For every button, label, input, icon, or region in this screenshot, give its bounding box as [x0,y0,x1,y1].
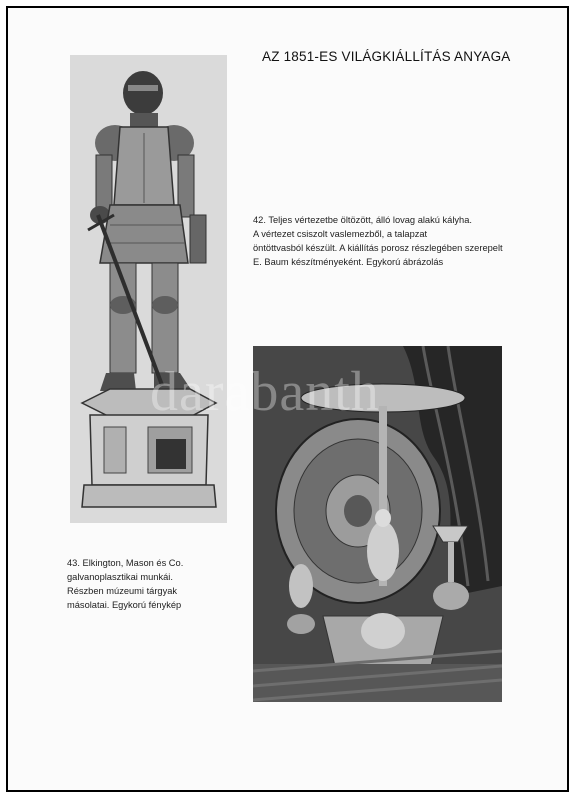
caption-line: Részben múzeumi tárgyak [67,586,178,596]
caption-line: A vértezet csiszolt vaslemezből, a talapzat [253,229,428,239]
caption-line: 43. Elkington, Mason és Co. [67,558,184,568]
figure-42-image [70,55,227,523]
watermark: darabanth [150,361,380,423]
caption-line: galvanoplasztikai munkái. [67,572,173,582]
figure-42-caption [253,213,513,269]
caption-line: 42. Teljes vértezetbe öltözött, álló lovag alakú kályha. [253,215,472,225]
caption-line: másolatai. Egykorú fénykép [67,600,182,610]
caption-line: E. Baum készítményeként. Egykorú ábrázolás [253,257,444,267]
figure-43-caption [67,556,217,612]
caption-line: öntöttvasból készült. A kiállítás porosz részlegében szerepelt [253,243,503,253]
page-heading: AZ 1851-ES VILÁGKIÁLLÍTÁS ANYAGA [262,49,511,64]
figure-43-image [253,346,502,702]
